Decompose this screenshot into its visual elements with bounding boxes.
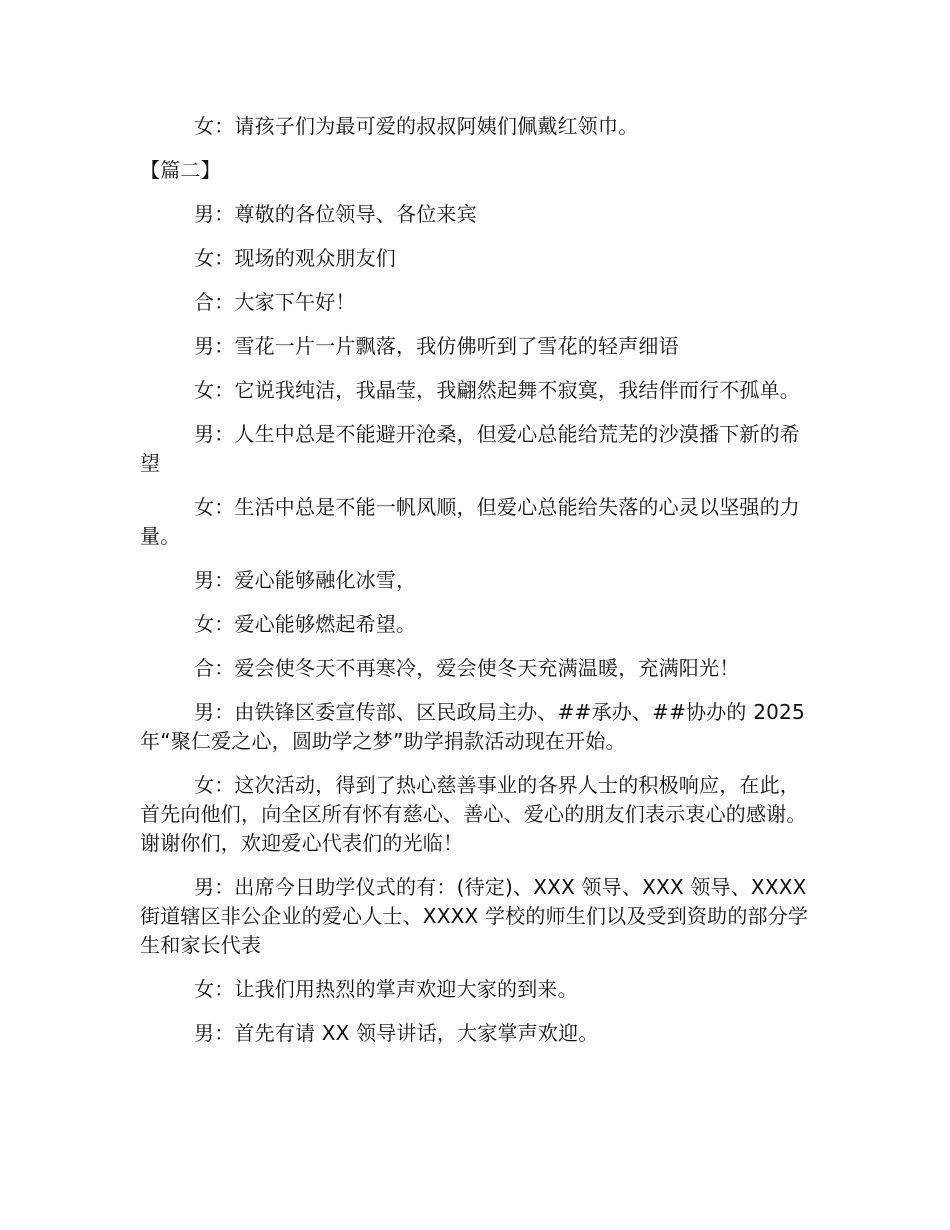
dialogue-line: 合：大家下午好！ — [194, 290, 356, 314]
dialogue-line: 女：现场的观众朋友们 — [194, 246, 396, 270]
dialogue-line: 男：人生中总是不能避开沧桑，但爱心总能给荒芜的沙漠播下新的希望 — [140, 422, 800, 475]
dialogue-line: 女：爱心能够燃起希望。 — [194, 612, 417, 636]
dialogue-line: 男：尊敬的各位领导、各位来宾 — [194, 202, 477, 226]
dialogue-line: 男：首先有请 XX 领导讲话，大家掌声欢迎。 — [194, 1021, 599, 1045]
section-heading: 【篇二】 — [140, 158, 221, 182]
dialogue-line: 男：由铁锋区委宣传部、区民政局主办、##承办、##协办的 2025 年“聚仁爱之心，圆助学之梦”助学捐款活动现在开始。 — [140, 700, 805, 753]
dialogue-line: 女：生活中总是不能一帆风顺，但爱心总能给失落的心灵以坚强的力量。 — [140, 495, 800, 548]
dialogue-line: 合：爱会使冬天不再寒冷，爱会使冬天充满温暖，充满阳光！ — [194, 656, 740, 680]
dialogue-line: 女：这次活动，得到了热心慈善事业的各界人士的积极响应，在此，首先向他们，向全区所有怀有慈心、善心、爱心的朋友们表示衷心的感谢。谢谢你们，欢迎爱心代表们的光临！ — [140, 773, 807, 855]
document-body — [140, 112, 812, 1063]
dialogue-line: 女：让我们用热烈的掌声欢迎大家的到来。 — [194, 977, 578, 1001]
dialogue-line: 女：它说我纯洁，我晶莹，我翩然起舞不寂寞，我结伴而行不孤单。 — [194, 378, 800, 402]
dialogue-line: 女：请孩子们为最可爱的叔叔阿姨们佩戴红领巾。 — [194, 114, 639, 138]
dialogue-line: 男：爱心能够融化冰雪， — [194, 568, 417, 592]
dialogue-line: 男：雪花一片一片飘落，我仿佛听到了雪花的轻声细语 — [194, 334, 679, 358]
dialogue-line: 男：出席今日助学仪式的有：(待定)、XXX 领导、XXX 领导、XXXX 街道辖区非公企业的爱心人士、XXXX 学校的师生们以及受到资助的部分学生和家长代表 — [140, 875, 809, 957]
